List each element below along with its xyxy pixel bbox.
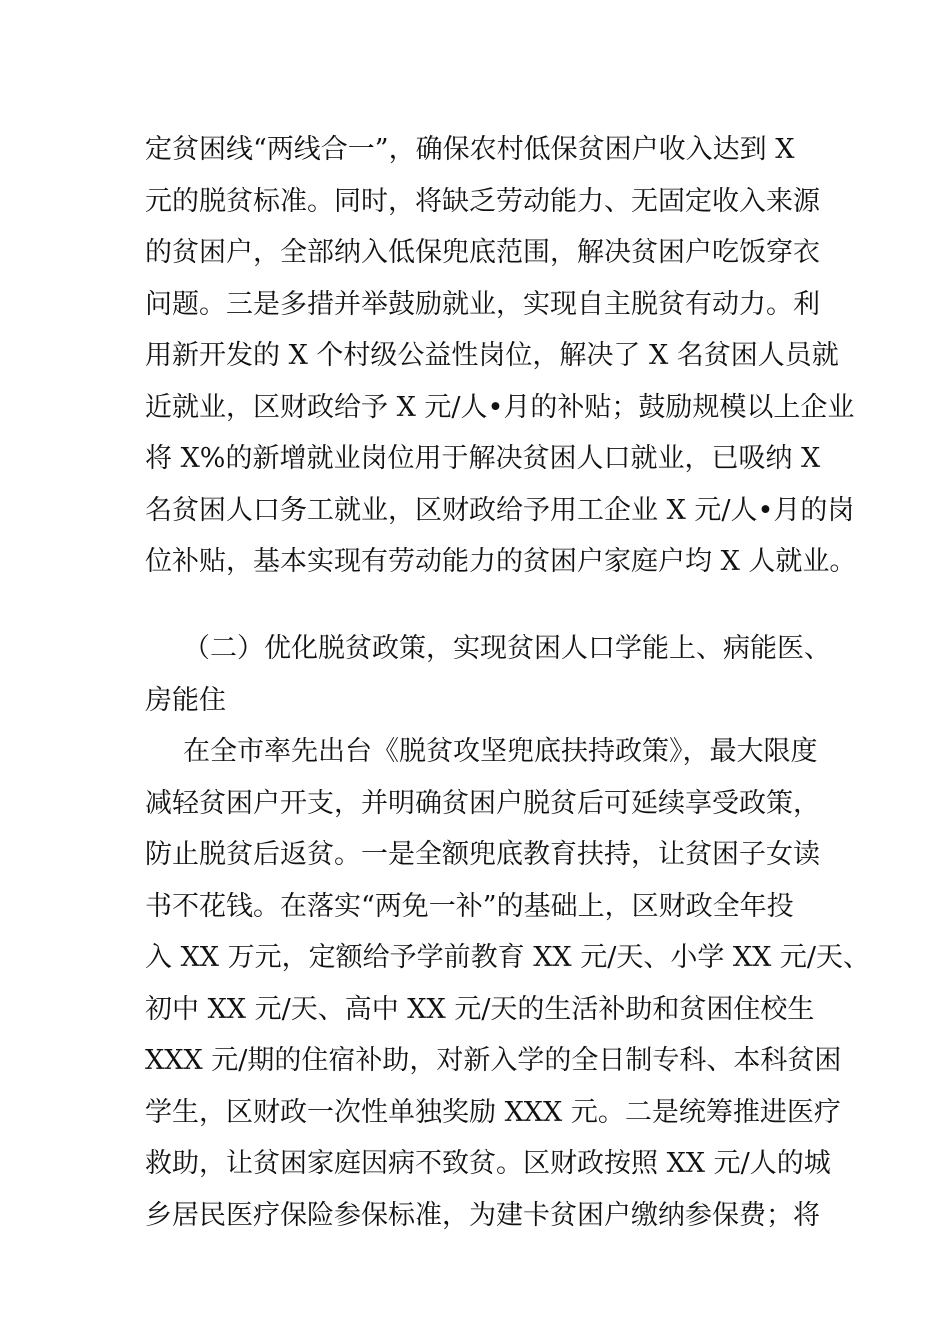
section-heading-continuation: 房能住 bbox=[145, 685, 226, 716]
paragraph-line: 救助，让贫困家庭因病不致贫。区财政按照 XX 元/人的城 bbox=[145, 1148, 831, 1179]
paragraph-line: 的贫困户，全部纳入低保兜底范围，解决贫困户吃饭穿衣 bbox=[145, 237, 820, 268]
paragraph-line: 初中 XX 元/天、高中 XX 元/天的生活补助和贫困住校生 bbox=[145, 994, 815, 1025]
paragraph-line: 书不花钱。在落实“两免一补”的基础上，区财政全年投 bbox=[145, 891, 794, 922]
paragraph-line: 学生，区财政一次性单独奖励 XXX 元。二是统筹推进医疗 bbox=[145, 1097, 841, 1128]
paragraph-line: 元的脱贫标准。同时，将缺乏劳动能力、无固定收入来源 bbox=[145, 186, 820, 217]
section-heading: （二）优化脱贫政策，实现贫困人口学能上、病能医、 bbox=[183, 633, 831, 664]
paragraph-line: 定贫困线“两线合一”，确保农村低保贫困户收入达到 X bbox=[145, 134, 795, 165]
paragraph-line: XXX 元/期的住宿补助，对新入学的全日制专科、本科贫困 bbox=[145, 1045, 842, 1076]
paragraph-line: 减轻贫困户开支，并明确贫困户脱贫后可延续享受政策， bbox=[145, 788, 820, 819]
paragraph-line: 用新开发的 X 个村级公益性岗位，解决了 X 名贫困人员就 bbox=[145, 340, 839, 371]
paragraph-line: 近就业，区财政给予 X 元/人•月的补贴；鼓励规模以上企业 bbox=[145, 392, 855, 423]
paragraph-line: 在全市率先出台《脱贫攻坚兜底扶持政策》，最大限度 bbox=[183, 736, 818, 767]
paragraph-line: 入 XX 万元，定额给予学前教育 XX 元/天、小学 XX 元/天、 bbox=[145, 942, 871, 973]
paragraph-line: 防止脱贫后返贫。一是全额兜底教育扶持，让贫困子女读 bbox=[145, 839, 820, 870]
paragraph-line: 乡居民医疗保险参保标准，为建卡贫困户缴纳参保费；将 bbox=[145, 1200, 820, 1231]
paragraph-line: 位补贴，基本实现有劳动能力的贫困户家庭户均 X 人就业。 bbox=[145, 546, 857, 577]
paragraph-line: 名贫困人口务工就业，区财政给予用工企业 X 元/人•月的岗 bbox=[145, 495, 855, 526]
paragraph-line: 将 X%的新增就业岗位用于解决贫困人口就业，已吸纳 X bbox=[145, 443, 821, 474]
paragraph-line: 问题。三是多措并举鼓励就业，实现自主脱贫有动力。利 bbox=[145, 289, 820, 320]
